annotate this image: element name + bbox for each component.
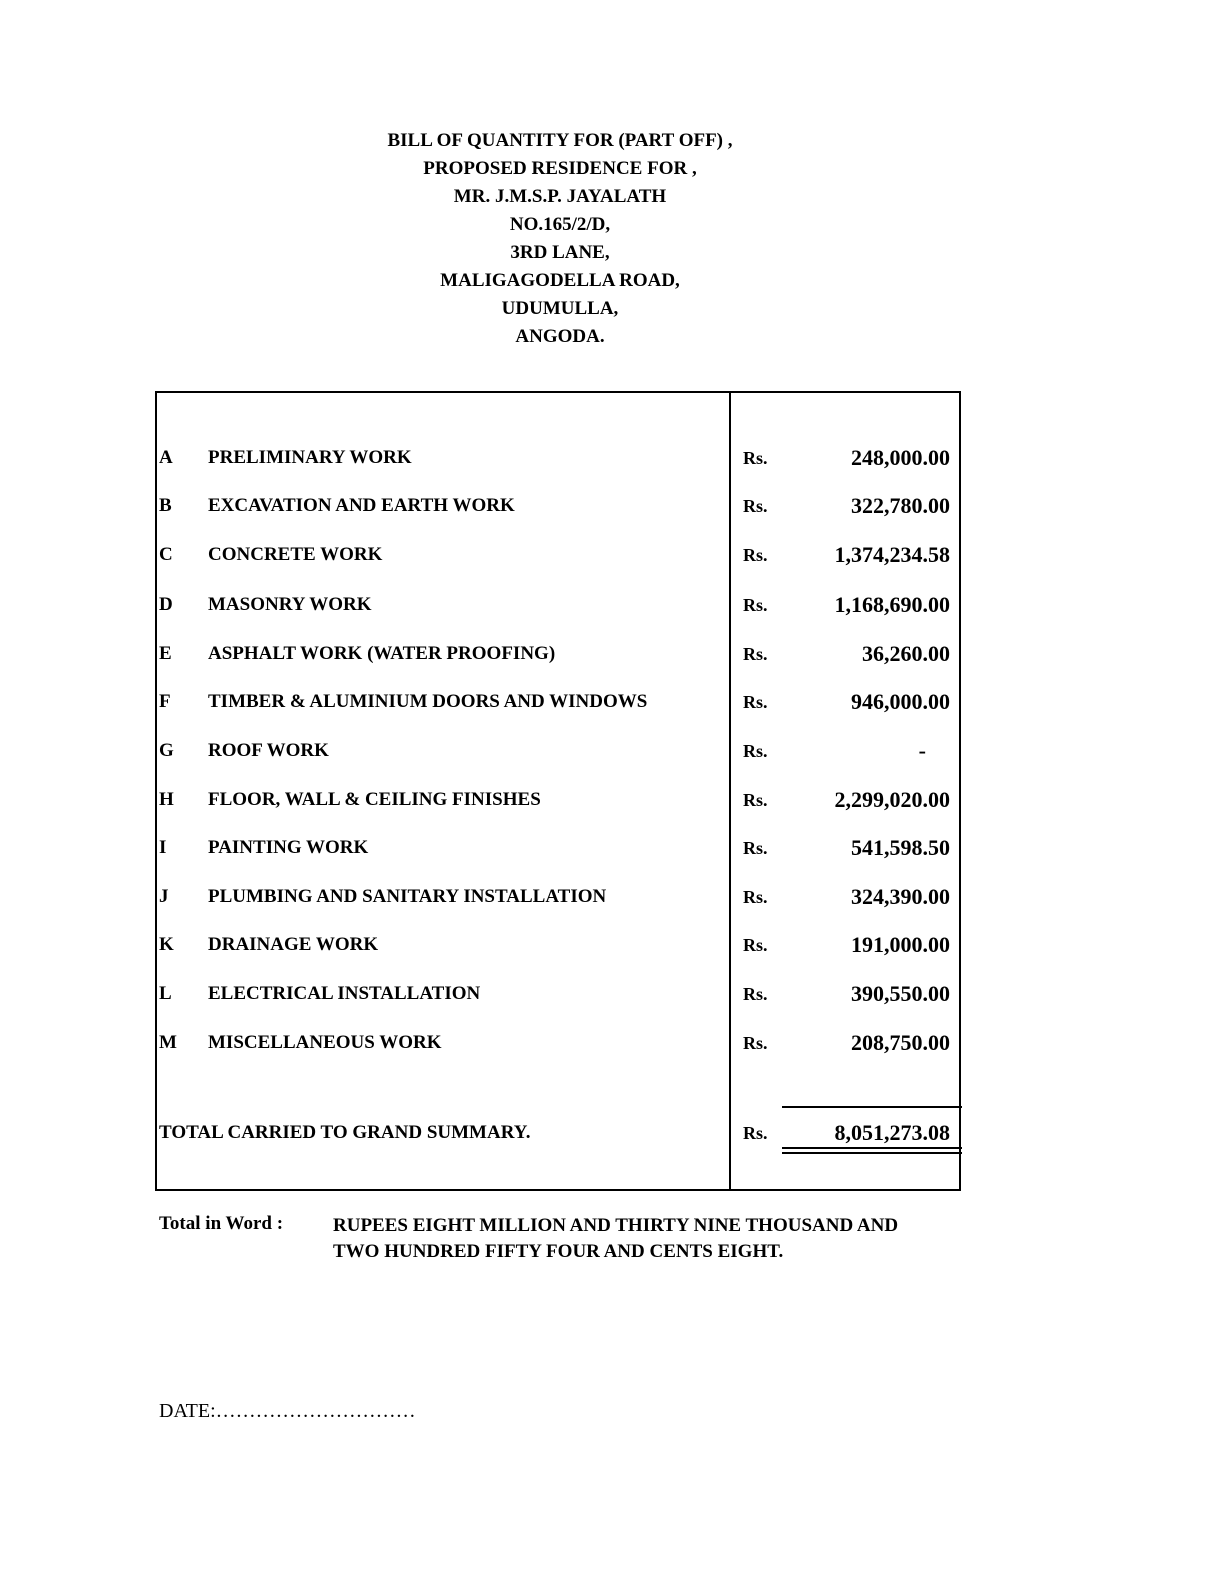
- item-letter: J: [159, 886, 169, 907]
- item-currency: Rs.: [743, 644, 768, 664]
- table-row: [0, 491, 1224, 521]
- item-amount: 248,000.00: [851, 445, 950, 470]
- item-letter: A: [159, 447, 173, 468]
- item-amount: 946,000.00: [851, 689, 950, 714]
- item-letter: K: [159, 934, 174, 955]
- table-row: [0, 639, 1224, 669]
- total-currency: Rs.: [743, 1123, 768, 1143]
- table-row: [0, 882, 1224, 912]
- item-description: TIMBER & ALUMINIUM DOORS AND WINDOWS: [208, 691, 648, 712]
- heading-line: MALIGAGODELLA ROAD,: [440, 270, 680, 291]
- item-currency: Rs.: [743, 1033, 768, 1053]
- item-currency: Rs.: [743, 496, 768, 516]
- item-amount: 1,374,234.58: [834, 542, 950, 567]
- item-letter: H: [159, 789, 174, 810]
- heading-line: NO.165/2/D,: [509, 214, 611, 235]
- item-currency: Rs.: [743, 887, 768, 907]
- table-row: [0, 785, 1224, 815]
- item-currency: Rs.: [743, 790, 768, 810]
- item-description: PRELIMINARY WORK: [208, 447, 412, 468]
- item-currency: Rs.: [743, 545, 768, 565]
- item-letter: B: [159, 495, 172, 516]
- table-row: [0, 540, 1224, 570]
- item-amount: -: [918, 738, 926, 763]
- item-currency: Rs.: [743, 838, 768, 858]
- item-amount: 390,550.00: [851, 981, 950, 1006]
- item-letter: E: [159, 643, 172, 664]
- item-currency: Rs.: [743, 741, 768, 761]
- item-description: ELECTRICAL INSTALLATION: [208, 983, 481, 1004]
- table-row: [0, 687, 1224, 717]
- heading-line: UDUMULLA,: [501, 298, 619, 319]
- item-letter: D: [159, 594, 173, 615]
- table-row: [0, 736, 1224, 766]
- total-amount: 8,051,273.08: [834, 1120, 950, 1145]
- item-currency: Rs.: [743, 448, 768, 468]
- item-amount: 322,780.00: [851, 493, 950, 518]
- item-description: CONCRETE WORK: [208, 544, 383, 565]
- item-amount: 541,598.50: [851, 835, 950, 860]
- item-description: MISCELLANEOUS WORK: [208, 1032, 442, 1053]
- item-amount: 324,390.00: [851, 884, 950, 909]
- item-description: DRAINAGE WORK: [208, 934, 379, 955]
- total-label: TOTAL CARRIED TO GRAND SUMMARY.: [159, 1122, 531, 1143]
- total-double-rule: [782, 1152, 962, 1154]
- item-amount: 191,000.00: [851, 932, 950, 957]
- heading-line: ANGODA.: [515, 326, 605, 347]
- heading-line: BILL OF QUANTITY FOR (PART OFF) ,: [387, 130, 733, 151]
- heading-line: 3RD LANE,: [510, 242, 610, 263]
- table-row: [0, 590, 1224, 620]
- item-currency: Rs.: [743, 935, 768, 955]
- item-currency: Rs.: [743, 595, 768, 615]
- item-currency: Rs.: [743, 984, 768, 1004]
- heading-line: PROPOSED RESIDENCE FOR ,: [423, 158, 697, 179]
- document-heading: [260, 127, 860, 351]
- item-description: PAINTING WORK: [208, 837, 369, 858]
- item-amount: 36,260.00: [862, 641, 950, 666]
- words-line: TWO HUNDRED FIFTY FOUR AND CENTS EIGHT.: [333, 1241, 784, 1262]
- item-description: ASPHALT WORK (WATER PROOFING): [208, 643, 556, 664]
- date-field: DATE:…………………………: [159, 1400, 416, 1422]
- item-amount: 1,168,690.00: [834, 592, 950, 617]
- table-row: [0, 1028, 1224, 1058]
- heading-line: MR. J.M.S.P. JAYALATH: [453, 186, 667, 207]
- item-description: FLOOR, WALL & CEILING FINISHES: [208, 789, 541, 810]
- item-description: EXCAVATION AND EARTH WORK: [208, 495, 515, 516]
- item-letter: G: [159, 740, 174, 761]
- item-description: PLUMBING AND SANITARY INSTALLATION: [208, 886, 607, 907]
- item-letter: F: [159, 691, 171, 712]
- item-letter: C: [159, 544, 173, 565]
- item-letter: M: [159, 1032, 177, 1053]
- table-row: [0, 930, 1224, 960]
- total-rule-top: [782, 1106, 962, 1108]
- item-amount: 2,299,020.00: [834, 787, 950, 812]
- item-description: MASONRY WORK: [208, 594, 372, 615]
- total-in-words-label: Total in Word :: [159, 1213, 284, 1234]
- item-letter: L: [159, 983, 172, 1004]
- total-in-words: [333, 1213, 973, 1265]
- item-description: ROOF WORK: [208, 740, 329, 761]
- table-row: [0, 979, 1224, 1009]
- item-letter: I: [159, 837, 167, 858]
- item-currency: Rs.: [743, 692, 768, 712]
- table-row: [0, 443, 1224, 473]
- item-amount: 208,750.00: [851, 1030, 950, 1055]
- total-double-rule: [782, 1147, 962, 1149]
- total-row: [0, 1118, 1224, 1148]
- table-row: [0, 833, 1224, 863]
- words-line: RUPEES EIGHT MILLION AND THIRTY NINE THOUSAND AND: [333, 1215, 899, 1236]
